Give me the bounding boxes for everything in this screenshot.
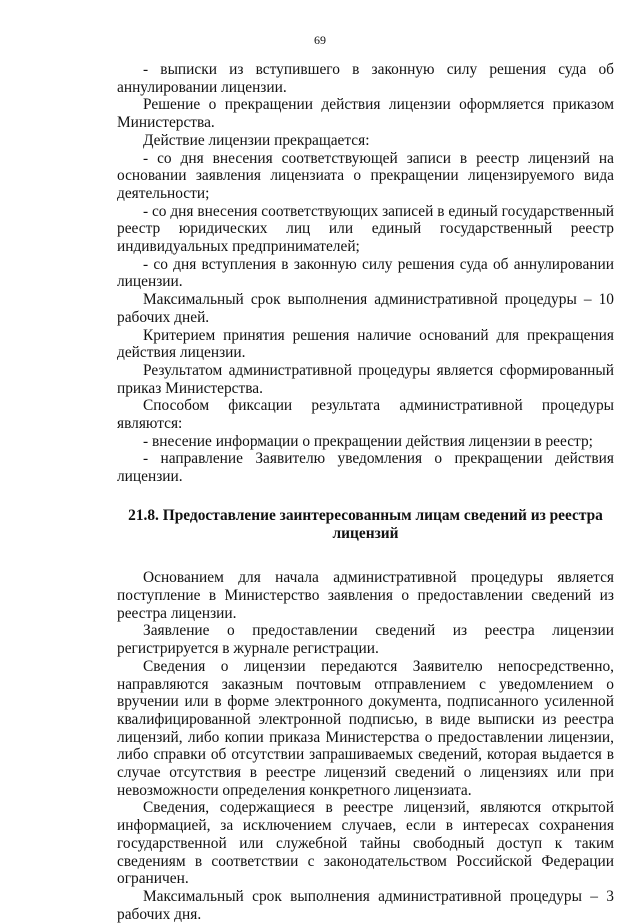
paragraph: - внесение информации о прекращении действия лицензии в реестр; (143, 432, 593, 450)
page-number: 69 (314, 33, 326, 47)
paragraph: Сведения о лицензии передаются Заявителю непосредственно, направляются заказным почтовым отправлением с уведомлением о вручении или в форме электронного документа, подписанного усиленной квалифицированной электронной подписью, в виде выписки из реестра лицензий, либо копии приказа Министерства о предоставлении лицензии, либо справки об отсутствии запрашиваемых сведений, которая выдается в случае отсутствия в реестре лицензий сведений о лицензиях или при невозможности определения конкретного лицензиата. (117, 657, 614, 799)
paragraph: Сведения, содержащиеся в реестре лицензий, являются открытой информацией, за исключением случаев, если в интересах сохранения государственной или служебной тайны свободный доступ к таким сведениям в соответствии с законодательством Российской Федерации ограничен. (117, 799, 614, 888)
section-heading: 21.8. Предоставление заинтересованным лицам сведений из реестра лицензий (128, 506, 603, 542)
paragraph: Максимальный срок выполнения административной процедуры – 3 рабочих дня. (117, 887, 614, 923)
paragraph: - со дня вступления в законную силу решения суда об аннулировании лицензии. (117, 255, 614, 291)
document-body (117, 61, 614, 923)
paragraph: Решение о прекращении действия лицензии оформляется приказом Министерства. (117, 96, 614, 132)
paragraph: Критерием принятия решения наличие оснований для прекращения действия лицензии. (117, 326, 614, 362)
paragraph: Действие лицензии прекращается: (143, 131, 370, 149)
paragraph: Основанием для начала административной процедуры является поступление в Министерство заявления о предоставлении сведений из реестра лицензии. (117, 569, 614, 622)
paragraph: Максимальный срок выполнения административной процедуры – 10 рабочих дней. (117, 291, 614, 326)
paragraph: - со дня внесения соответствующих записей в единый государственный реестр юридических лиц или единый государственный реестр индивидуальных предпринимателей; (117, 202, 615, 256)
paragraph: Способом фиксации результата административной процедуры являются: (117, 397, 614, 433)
paragraph: - направление Заявителю уведомления о прекращении действия лицензии. (117, 450, 614, 486)
paragraph: Заявление о предоставлении сведений из реестра лицензии регистрируется в журнале регистрации. (117, 622, 614, 658)
paragraph: - со дня внесения соответствующей записи в реестр лицензий на основании заявления лицензиата о прекращении лицензируемого вида деятельности; (117, 149, 614, 202)
paragraph: - выписки из вступившего в законную силу решения суда об аннулировании лицензии. (117, 61, 614, 96)
paragraph: Результатом административной процедуры является сформированный приказ Министерства. (117, 361, 614, 397)
